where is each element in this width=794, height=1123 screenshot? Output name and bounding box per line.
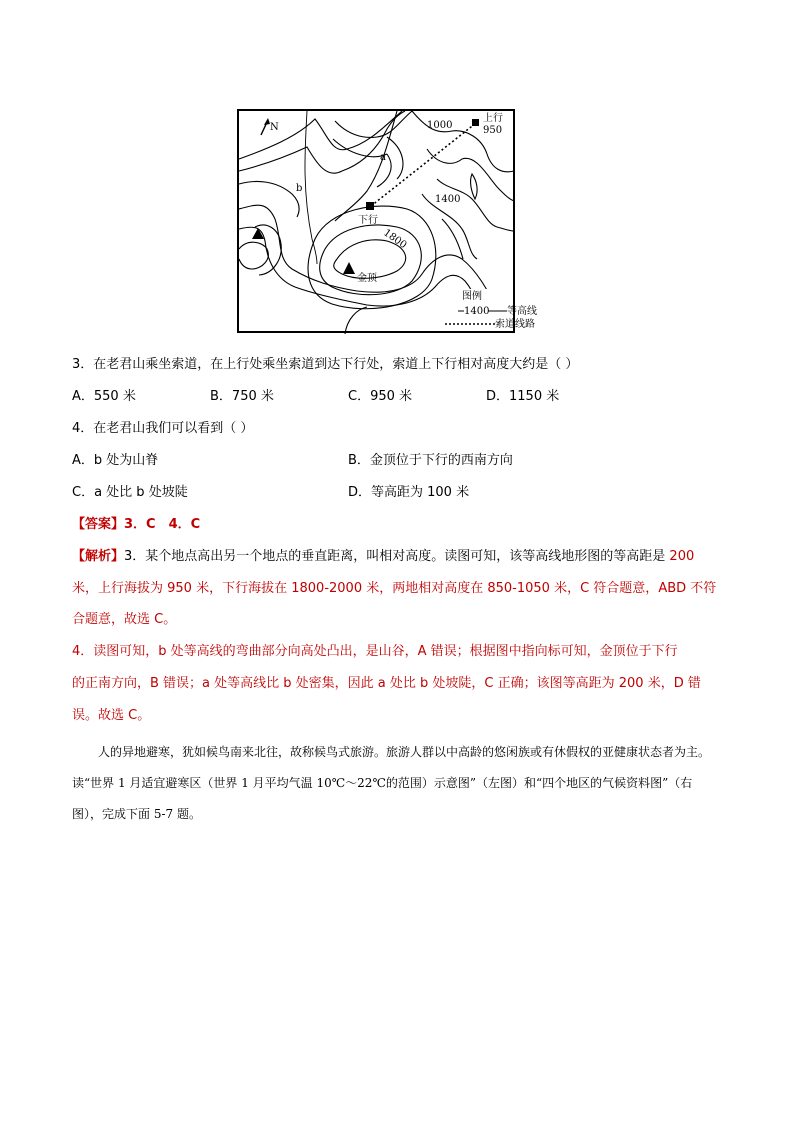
analysis-p1-l2b: 950: [167, 581, 192, 596]
analysis-p1-l2j: ABD: [658, 581, 687, 596]
reading-passage: 人的异地避寒，犹如候鸟南来北往，故称候鸟式旅游。旅游人群以中高龄的悠闲族或有休假权的亚健康状态者为主。读“世界 1 月适宜避寒区（世界 1 月平均气温 10℃～22℃的范围）示意图”（左图）和“四个地区的气候资料图”（右图），完成下面 5-7 题。: [72, 745, 711, 821]
analysis-p1-l2f: 850-1050: [487, 581, 550, 596]
contour-1000-label: 1000: [427, 120, 453, 131]
analysis-p1-l2k: 不符: [686, 581, 717, 596]
analysis-line-5: 的正南方向，B 错误；a 处等高线比 b 处密集，因此 a 处比 b 处坡陡，C 正确；该图等高距为 200 米，D 错: [72, 676, 701, 691]
legend-contour-value: 1400: [464, 306, 490, 317]
q3-option-d[interactable]: D．1150 米: [486, 389, 560, 404]
analysis-line-3: 合题意，故选 C。: [72, 612, 177, 627]
analysis-p1-l2e: 米，两地相对高度在: [362, 581, 488, 596]
summit-label: 金顶: [357, 273, 377, 284]
answer-line: [72, 515, 200, 535]
contour-map: [237, 109, 537, 333]
lower-station-icon: [366, 202, 374, 210]
analysis-p1-l2d: 1800-2000: [291, 581, 363, 596]
north-label: N: [270, 122, 279, 133]
q3-stem: 3．在老君山乘坐索道，在上行处乘坐索道到达下行处，索道上下行相对高度大约是（ ）: [72, 357, 579, 372]
analysis-line-6: 误。故选 C。: [72, 708, 151, 723]
q4-option-c[interactable]: C．a 处比 b 处坡陡: [72, 485, 188, 500]
point-a-label: a: [380, 152, 386, 163]
analysis-line-2: [72, 579, 716, 599]
q4-option-a[interactable]: A．b 处为山脊: [72, 453, 159, 468]
upper-station-icon: [472, 119, 479, 126]
analysis-p1-l1b: 200: [669, 549, 695, 564]
analysis-p1-l2h: C: [580, 581, 590, 596]
analysis-line-1: [72, 547, 694, 567]
q3-option-b[interactable]: B．750 米: [210, 389, 274, 404]
q4-option-d[interactable]: D．等高距为 100 米: [348, 485, 470, 500]
q3-option-a[interactable]: A．550 米: [72, 389, 136, 404]
analysis-tag: 【解析】: [72, 549, 125, 564]
answer-tag: 【答案】: [72, 517, 125, 532]
analysis-p1-l2c: 米，下行海拔在: [191, 581, 292, 596]
legend-cable-label: 索道线路: [495, 319, 535, 330]
q3-option-c[interactable]: C．950 米: [348, 389, 413, 404]
analysis-p1-l2g: 米，: [549, 581, 581, 596]
contour-1800-label: 1800: [381, 227, 409, 252]
upper-station-label: 上行: [483, 113, 503, 124]
q4-stem: 4．在老君山我们可以看到（ ）: [72, 421, 254, 436]
legend-contour-label: 等高线: [507, 306, 537, 317]
contour-950-label: 950: [483, 125, 503, 136]
q4-option-b[interactable]: B．金顶位于下行的西南方向: [348, 453, 513, 468]
analysis-line-4: 4．读图可知，b 处等高线的弯曲部分向高处凸出，是山谷，A 错误；根据图中指向标可知，金顶位于下行: [72, 644, 678, 659]
point-b-label: b: [296, 183, 303, 194]
contour-map-svg: [237, 109, 537, 333]
lower-station-label: 下行: [358, 215, 378, 226]
analysis-p1-l2i: 符合题意，: [589, 581, 659, 596]
contour-1400-label: 1400: [435, 194, 461, 205]
analysis-p1-l1a: 3．某个地点高出另一个地点的垂直距离，叫相对高度。读图可知，该等高线地形图的等高距是: [124, 549, 670, 564]
answer-text: 3．C 4．C: [124, 517, 201, 532]
legend-title: 图例: [462, 291, 482, 302]
analysis-p1-l2a: 米，上行海拔为: [72, 581, 168, 596]
